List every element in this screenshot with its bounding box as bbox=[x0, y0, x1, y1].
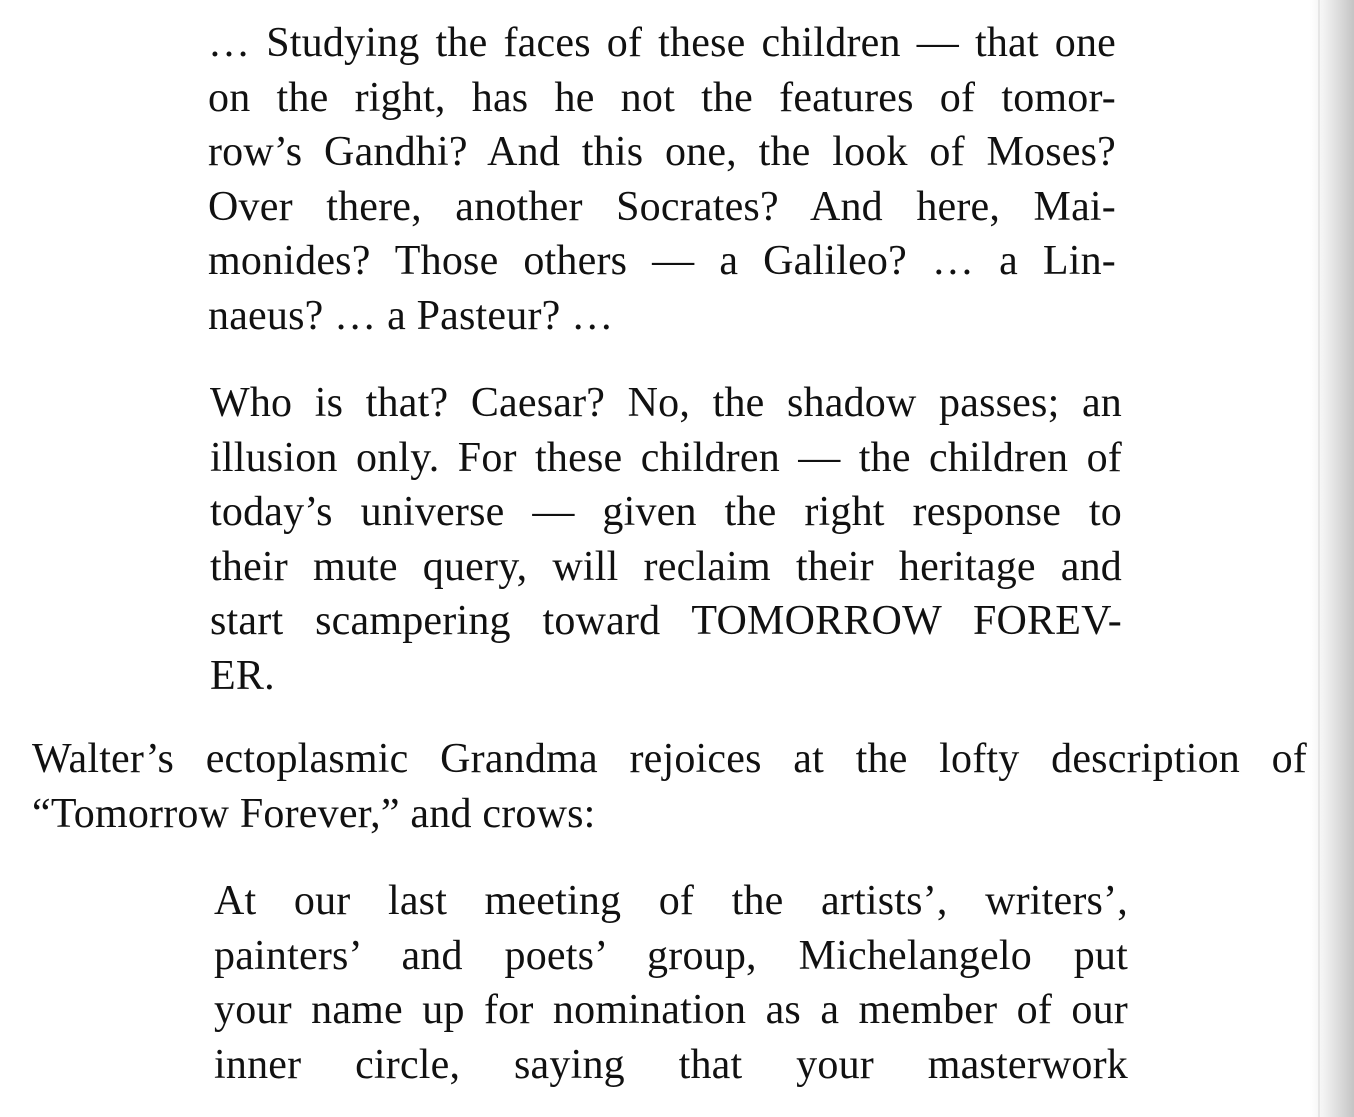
text-line: illusion only. For these children — the children of bbox=[210, 434, 1122, 481]
block-quote-children-faces bbox=[208, 16, 1116, 343]
text-line: inner circle, saying that your masterwork bbox=[214, 1041, 1128, 1088]
text-line: start scampering toward TOMORROW FOREV- bbox=[210, 598, 1122, 644]
body-paragraph-grandma bbox=[32, 732, 1307, 841]
text-line: today’s universe — given the right response to bbox=[210, 489, 1122, 535]
text-line: Walter’s ectoplasmic Grandma rejoices at the lofty description of bbox=[32, 736, 1307, 782]
page-edge-shadow bbox=[1310, 0, 1354, 1117]
text-line: Who is that? Caesar? No, the shadow passes; an bbox=[210, 380, 1122, 426]
text-line: painters’ and poets’ group, Michelangelo put bbox=[214, 932, 1128, 979]
block-quote-michelangelo-nomination bbox=[214, 874, 1128, 1092]
text-line: ER. bbox=[210, 652, 275, 699]
text-line: Over there, another Socrates? And here, Mai- bbox=[208, 183, 1116, 230]
block-quote-caesar-shadow bbox=[210, 376, 1122, 703]
text-line: your name up for nomination as a member of our bbox=[214, 987, 1128, 1033]
text-line: At our last meeting of the artists’, writers’, bbox=[214, 878, 1128, 924]
text-line: naeus? … a Pasteur? … bbox=[208, 292, 614, 339]
text-line: on the right, has he not the features of tomor- bbox=[208, 74, 1116, 121]
text-line: row’s Gandhi? And this one, the look of Moses? bbox=[208, 129, 1116, 175]
text-line: their mute query, will reclaim their heritage and bbox=[210, 543, 1122, 590]
text-line: “Tomorrow Forever,” and crows: bbox=[32, 790, 596, 837]
text-line: … Studying the faces of these children — that one bbox=[208, 20, 1116, 66]
text-line: monides? Those others — a Galileo? … a Lin- bbox=[208, 238, 1116, 284]
page-edge-line bbox=[1318, 0, 1320, 1117]
